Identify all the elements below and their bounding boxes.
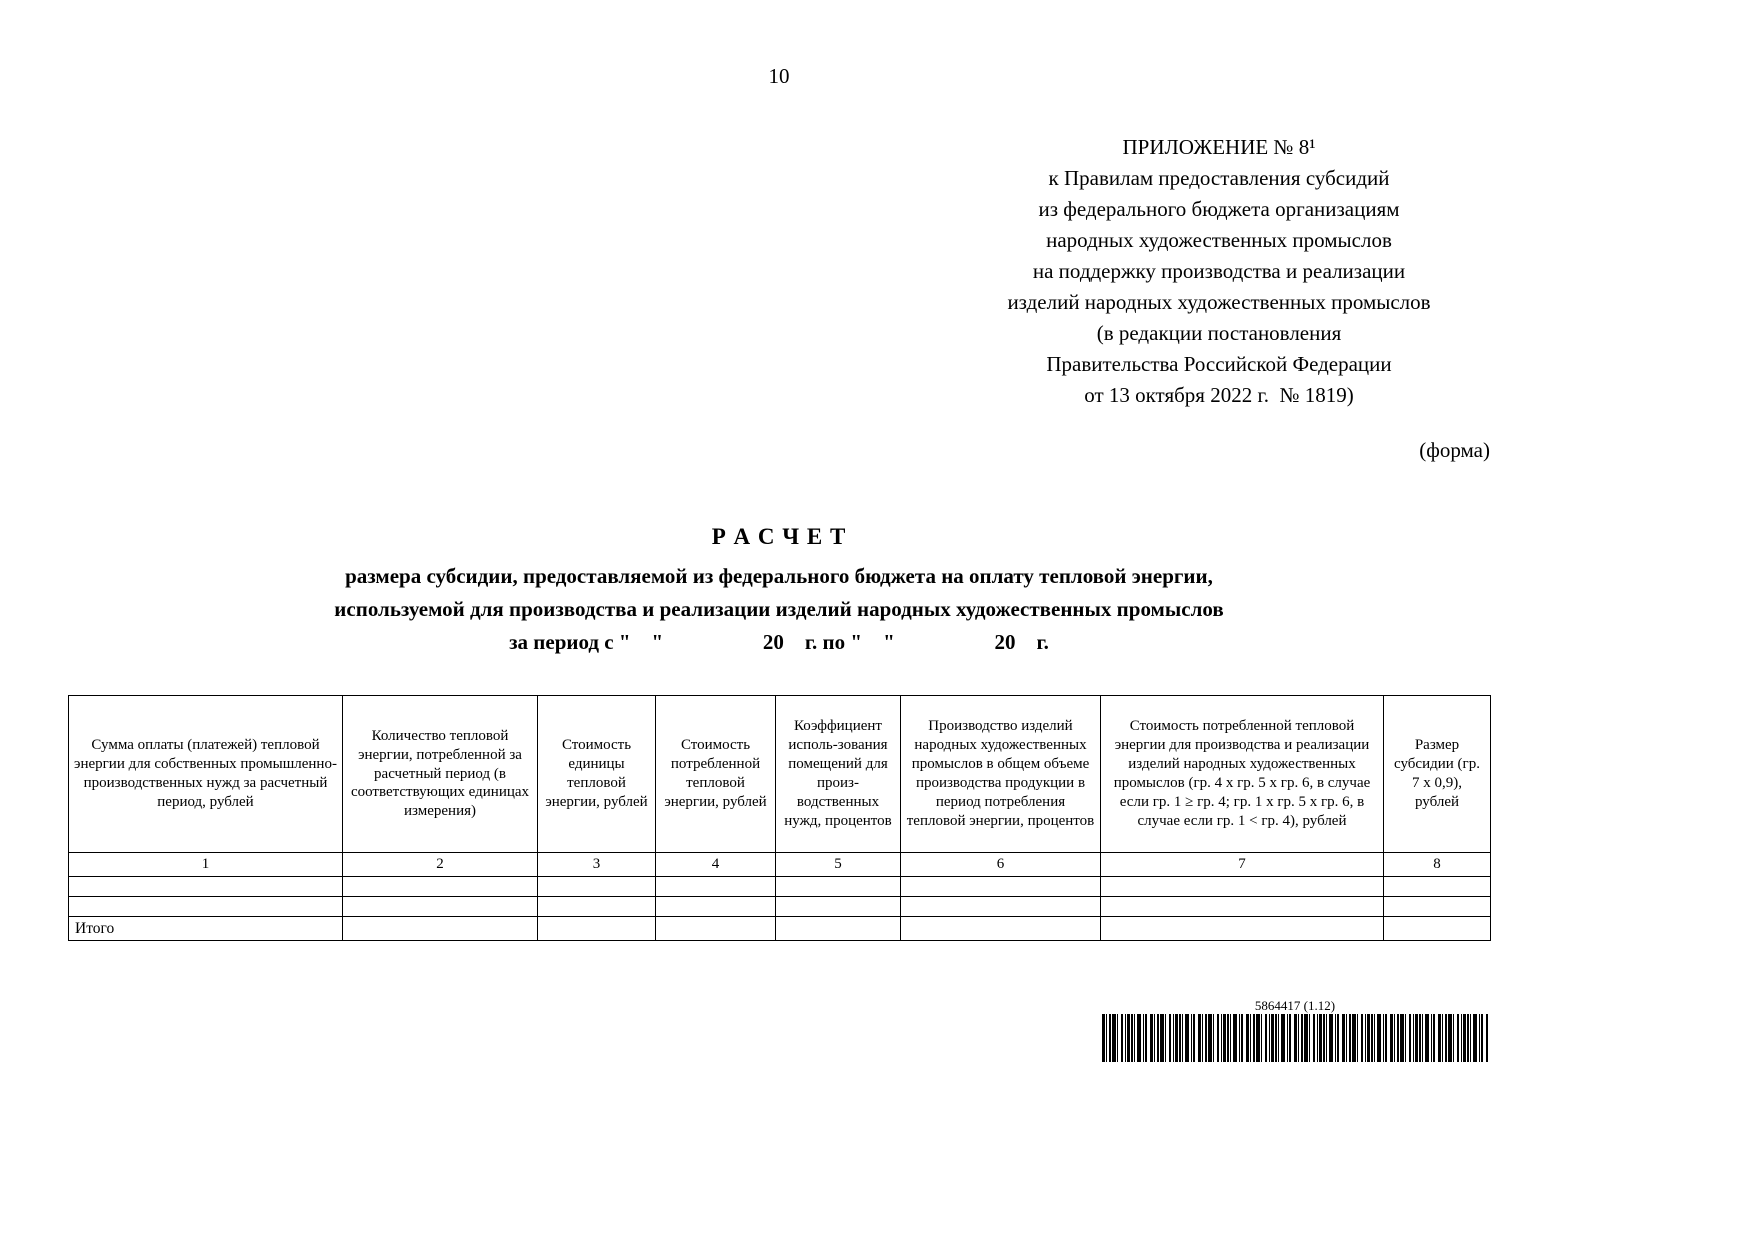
column-number: 8 bbox=[1384, 853, 1491, 877]
calculation-table bbox=[68, 695, 1491, 941]
column-number: 7 bbox=[1101, 853, 1384, 877]
barcode-block bbox=[1100, 999, 1490, 1062]
appendix-line: ПРИЛОЖЕНИЕ № 8¹ bbox=[1122, 135, 1316, 159]
appendix-line: на поддержку производства и реализации bbox=[1032, 259, 1406, 283]
empty-cell bbox=[538, 877, 656, 897]
empty-cell bbox=[538, 917, 656, 941]
forma-label: (форма) bbox=[1419, 438, 1490, 462]
empty-cell bbox=[901, 897, 1101, 917]
empty-cell bbox=[901, 877, 1101, 897]
page-number: 10 bbox=[768, 64, 790, 88]
column-header-6: Производство изделий народных художественных промыслов в общем объеме производства продукции в период потребления тепловой энергии, процентов bbox=[901, 696, 1101, 853]
column-header-4: Стоимость потребленной тепловой энергии, рублей bbox=[656, 696, 776, 853]
subtitle-line-1: размера субсидии, предоставляемой из федерального бюджета на оплату тепловой энергии, bbox=[345, 564, 1213, 588]
appendix-line: народных художественных промыслов bbox=[1046, 228, 1392, 252]
column-number: 1 bbox=[69, 853, 343, 877]
table-row bbox=[69, 897, 1491, 917]
subtitle-line-3: за период с " " 20 г. по " " 20 г. bbox=[509, 630, 1049, 654]
column-number-row bbox=[69, 853, 1491, 877]
empty-cell bbox=[1384, 917, 1491, 941]
appendix-header-block bbox=[948, 132, 1490, 411]
appendix-line: Правительства Российской Федерации bbox=[1046, 352, 1392, 376]
empty-cell bbox=[776, 877, 901, 897]
empty-cell bbox=[776, 897, 901, 917]
subtitle-line-2: используемой для производства и реализации изделий народных художественных промыслов bbox=[334, 597, 1224, 621]
empty-cell bbox=[1101, 877, 1384, 897]
column-number: 2 bbox=[343, 853, 538, 877]
column-header-8: Размер субсидии (гр. 7 х 0,9), рублей bbox=[1384, 696, 1491, 853]
appendix-line: (в редакции постановления bbox=[1096, 321, 1342, 345]
document-title: Р А С Ч Е Т bbox=[711, 524, 847, 549]
column-header-2: Количество тепловой энергии, потребленной за расчетный период (в соответствующих единицах измерения) bbox=[343, 696, 538, 853]
column-header-7: Стоимость потребленной тепловой энергии для производства и реализации изделий народных художественных промыслов (гр. 4 х гр. 5 х гр. 6, в случае если гр. 1 ≥ гр. 4; гр. 1 х гр. 5 х гр. 6, в случае если гр. 1 < гр. 4), рублей bbox=[1101, 696, 1384, 853]
empty-cell bbox=[656, 877, 776, 897]
document-subtitle bbox=[68, 560, 1490, 659]
barcode-number: 5864417 (1.12) bbox=[1254, 998, 1336, 1013]
table-header-row bbox=[69, 696, 1491, 853]
empty-cell bbox=[343, 917, 538, 941]
total-row bbox=[69, 917, 1491, 941]
empty-cell bbox=[343, 897, 538, 917]
appendix-line: изделий народных художественных промыслов bbox=[1007, 290, 1431, 314]
appendix-line: от 13 октября 2022 г. № 1819) bbox=[1084, 383, 1354, 407]
total-label: Итого bbox=[69, 917, 343, 941]
column-header-3: Стоимость единицы тепловой энергии, рублей bbox=[538, 696, 656, 853]
empty-cell bbox=[776, 917, 901, 941]
empty-cell bbox=[901, 917, 1101, 941]
empty-cell bbox=[343, 877, 538, 897]
appendix-line: к Правилам предоставления субсидий bbox=[1048, 166, 1390, 190]
empty-cell bbox=[1384, 877, 1491, 897]
empty-cell bbox=[1384, 897, 1491, 917]
barcode bbox=[1100, 1014, 1490, 1062]
column-number: 6 bbox=[901, 853, 1101, 877]
empty-cell bbox=[69, 897, 343, 917]
table-row bbox=[69, 877, 1491, 897]
page-content bbox=[68, 0, 1490, 1240]
empty-cell bbox=[1101, 917, 1384, 941]
appendix-line: из федерального бюджета организациям bbox=[1038, 197, 1400, 221]
column-header-1: Сумма оплаты (платежей) тепловой энергии для собственных промышленно-производственных нужд за расчетный период, рублей bbox=[69, 696, 343, 853]
column-number: 3 bbox=[538, 853, 656, 877]
column-header-5: Коэффициент исполь-зования помещений для произ-водственных нужд, процентов bbox=[776, 696, 901, 853]
column-number: 5 bbox=[776, 853, 901, 877]
empty-cell bbox=[656, 917, 776, 941]
empty-cell bbox=[538, 897, 656, 917]
column-number: 4 bbox=[656, 853, 776, 877]
empty-cell bbox=[656, 897, 776, 917]
empty-cell bbox=[69, 877, 343, 897]
empty-cell bbox=[1101, 897, 1384, 917]
